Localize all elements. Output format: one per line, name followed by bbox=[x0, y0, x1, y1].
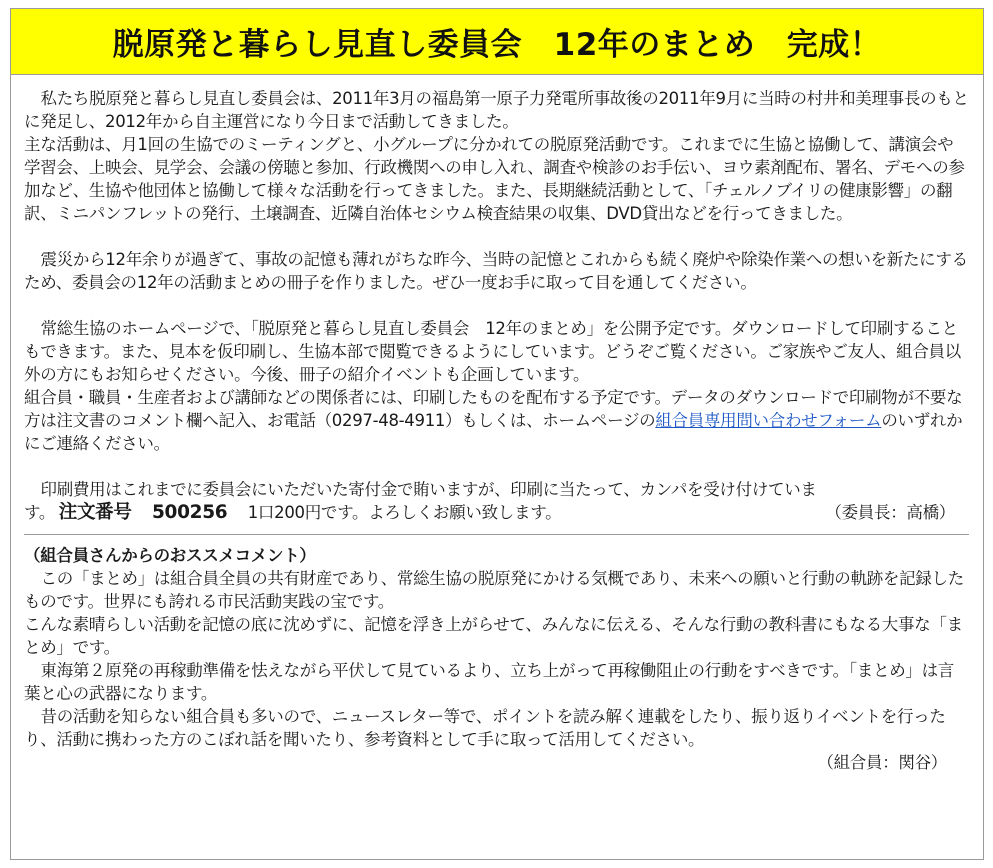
distribution-text-after-link: のいずれかにご連絡ください。 bbox=[24, 411, 963, 453]
page-title: 脱原発と暮らし見直し委員会 12年のまとめ 完成！ bbox=[112, 27, 882, 63]
cost-paragraph: 印刷費用はこれまでに委員会にいただいた寄付金で賄いますが、印刷に当たって、カンパを受け付けていま bbox=[40, 480, 817, 499]
article-frame bbox=[10, 8, 984, 860]
order-number-value: 500256 bbox=[151, 502, 228, 523]
chairperson-signature: （委員長：高橋） bbox=[825, 503, 955, 522]
order-info-row bbox=[24, 501, 969, 524]
distribution-paragraph-2 bbox=[24, 386, 969, 455]
member-inquiry-form-link[interactable]: 組合員専用問い合わせフォーム bbox=[655, 411, 882, 430]
comment-paragraph-3: 東海第２原発の再稼動準備を怯えながら平伏して見ているより、立ち上がって再稼働阻止の行動をすべきです。「まとめ」は言葉と心の武器になります。 bbox=[24, 661, 955, 703]
intro-paragraph-2: 主な活動は、月1回の生協でのミーティングと、小グループに分かれての脱原発活動です。これまでに生協と協働して、講演会や学習会、上映会、見学会、会議の傍聴と参加、行政機関への申し入れ、調査や検診のお手伝い、ヨウ素剤配布、署名、デモへの参加など、生協や他団体と協働して様々な活動を行ってきました。また、長期継続活動として、「チェルノブイリの健康影響」の翻訳、ミニパンフレットの発行、土壌調査、近隣自治体セシウム検査結果の収集、DVD貸出などを行ってきました。 bbox=[24, 135, 965, 223]
distribution-text-before-link: 組合員・職員・生産者および講師などの関係者には、印刷したものを配布する予定です。データのダウンロードで印刷物が不要な方は注文書のコメント欄へ記入、お電話（0297-48-4911）もしくは、ホームページの bbox=[24, 388, 963, 430]
title-banner bbox=[11, 9, 983, 75]
comment-paragraph-1: この「まとめ」は組合員全員の共有財産であり、常総生協の脱原発にかける気概であり、未来への願いと行動の軌跡を記録したものです。世界にも誇れる市民活動実践の宝です。 bbox=[24, 569, 964, 611]
distribution-paragraph-1: 常総生協のホームページで、「脱原発と暮らし見直し委員会 12年のまとめ」を公開予定です。ダウンロードして印刷することもできます。また、見本を仮印刷し、生協本部で閲覧できるようにしています。どうぞご覧ください。ご家族やご友人、組合員以外の方にもお知らせください。今後、冊子の紹介イベントも企画しています。 bbox=[24, 319, 961, 384]
comment-paragraph-4: 昔の活動を知らない組合員も多いので、ニュースレター等で、ポイントを読み解く連載をしたり、振り返りイベントを行ったり、活動に携わった方のこぼれ話を聞いたり、参考資料として手に取って活用してください。 bbox=[24, 707, 946, 749]
cost-paragraph-end: す。 bbox=[24, 503, 56, 522]
order-number-label: 注文番号 bbox=[58, 502, 132, 523]
unit-price-text: 1口200円です。よろしくお願い致します。 bbox=[247, 503, 562, 522]
section-divider bbox=[24, 534, 969, 535]
comments-section-title: （組合員さんからのおススメコメント） bbox=[24, 546, 316, 565]
member-signature: （組合員：関谷） bbox=[817, 753, 947, 772]
booklet-paragraph: 震災から12年余りが過ぎて、事故の記憶も薄れがちな昨今、当時の記憶とこれからも続く廃炉や除染作業への想いを新たにするため、委員会の12年の活動まとめの冊子を作りました。ぜひ一度お手に取って目を通してください。 bbox=[24, 250, 968, 292]
comment-paragraph-2: こんな素晴らしい活動を記憶の底に沈めずに、記憶を浮き上がらせて、みんなに伝える、そんな行動の教科書にもなる大事な「まとめ」です。 bbox=[24, 615, 963, 657]
article-body bbox=[11, 75, 983, 774]
intro-paragraph-1: 私たち脱原発と暮らし見直し委員会は、2011年3月の福島第一原子力発電所事故後の2011年9月に当時の村井和美理事長のもとに発足し、2012年から自主運営になり今日まで活動してきました。 bbox=[24, 89, 969, 131]
